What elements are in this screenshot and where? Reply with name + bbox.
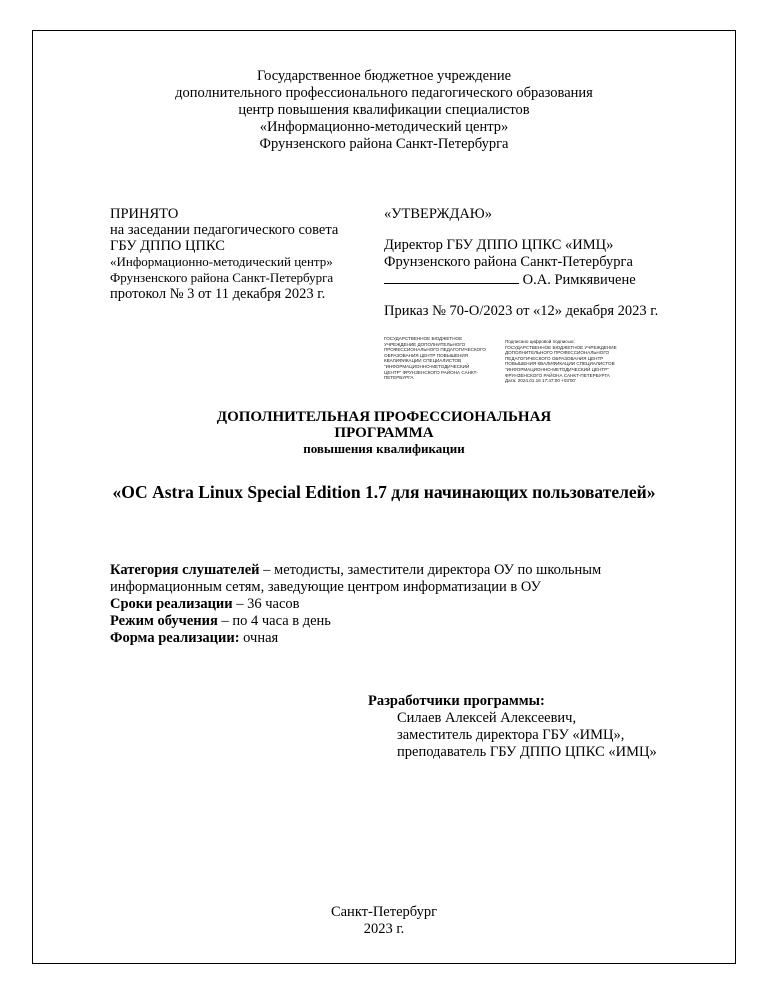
approved-line: Директор ГБУ ДППО ЦПКС «ИМЦ»	[384, 237, 614, 253]
duration-value: – 36 часов	[232, 596, 300, 612]
approved-block	[384, 206, 704, 320]
org-line: центр повышения квалификации специалистов	[238, 102, 530, 118]
accepted-heading: ПРИНЯТО	[110, 206, 179, 222]
category-value-cont: информационным сетям, заведующие центром информатизации в ОУ	[110, 579, 541, 595]
form-row	[110, 630, 670, 647]
org-line: Государственное бюджетное учреждение	[256, 68, 512, 84]
mode-value: – по 4 часа в день	[217, 613, 331, 629]
sig-text: ДОПОЛНИТЕЛЬНОГО ПРОФЕССИОНАЛЬНОГО	[505, 350, 610, 356]
approved-heading: «УТВЕРЖДАЮ»	[384, 206, 492, 222]
org-line: «Информационно-методический центр»	[259, 119, 509, 135]
sig-text: КВАЛИФИКАЦИИ СПЕЦИАЛИСТОВ	[384, 358, 462, 364]
form-label: Форма реализации:	[110, 630, 240, 646]
developer-line: преподаватель ГБУ ДППО ЦПКС «ИМЦ»	[397, 744, 657, 760]
sig-text: ПРОФЕССИОНАЛЬНОГО ПЕДАГОГИЧЕСКОГО	[384, 347, 486, 353]
signature-underline	[384, 271, 519, 284]
sig-text: ПЕДАГОГИЧЕСКОГО ОБРАЗОВАНИЯ ЦЕНТР	[505, 355, 604, 361]
sig-text: ОБРАЗОВАНИЯ ЦЕНТР ПОВЫШЕНИЯ	[384, 352, 468, 358]
developer-line: заместитель директора ГБУ «ИМЦ»,	[397, 727, 625, 743]
signature-details	[505, 339, 635, 384]
duration-row	[110, 596, 670, 613]
sig-text: ПОВЫШЕНИЯ КВАЛИФИКАЦИИ СПЕЦИАЛИСТОВ	[505, 361, 615, 367]
order-line: Приказ № 70-О/2023 от «12» декабря 2023 г.	[384, 303, 659, 319]
footer	[0, 904, 768, 938]
sig-text: ГОСУДАРСТВЕННОЕ БЮДЖЕТНОЕ УЧРЕЖДЕНИЕ	[505, 344, 617, 350]
accepted-line: ГБУ ДППО ЦПКС	[110, 238, 225, 254]
accepted-line: «Информационно-методический центр»	[110, 254, 333, 269]
mode-row	[110, 613, 670, 630]
category-label: Категория слушателей	[110, 562, 260, 578]
program-title-line: ПРОГРАММА	[334, 425, 434, 441]
sig-text: "ИНФОРМАЦИОННО-МЕТОДИЧЕСКИЙ ЦЕНТР"	[505, 366, 609, 372]
course-name: «ОС Astra Linux Special Edition 1.7 для начинающих пользователей»	[112, 482, 656, 502]
accepted-line: на заседании педагогического совета	[110, 222, 339, 238]
sig-date: Дата: 2024.01.16 17:47:00 +03'00'	[505, 378, 576, 384]
category-row	[110, 562, 670, 579]
sig-text: ГОСУДАРСТВЕННОЕ БЮДЖЕТНОЕ	[384, 336, 463, 341]
org-line: дополнительного профессионального педагогического образования	[175, 85, 593, 101]
signature-org	[384, 336, 504, 381]
signer-name: О.А. Римкявичене	[522, 272, 636, 288]
category-value: – методисты, заместители директора ОУ по школьным	[259, 562, 602, 578]
sig-text: ПЕТЕРБУРГА	[384, 375, 414, 381]
sig-text: "ИНФОРМАЦИОННО-МЕТОДИЧЕСКИЙ	[384, 363, 470, 369]
accepted-line: Фрунзенского района Санкт-Петербурга	[110, 270, 334, 285]
approved-line: Фрунзенского района Санкт-Петербурга	[384, 254, 633, 270]
mode-label: Режим обучения	[110, 613, 218, 629]
digital-signature-stamp	[384, 336, 634, 396]
org-line: Фрунзенского района Санкт-Петербурга	[259, 136, 509, 152]
sig-text: УЧРЕЖДЕНИЕ ДОПОЛНИТЕЛЬНОГО	[384, 341, 466, 347]
footer-year: 2023 г.	[363, 921, 405, 937]
signature-line	[384, 271, 704, 289]
developers-block	[368, 693, 657, 761]
footer-city: Санкт-Петербург	[330, 904, 438, 920]
sig-text: Подписано цифровой подписью:	[505, 339, 575, 344]
sig-text: ЦЕНТР" ФРУНЗЕНСКОГО РАЙОНА САНКТ-	[384, 369, 478, 375]
program-title-line: ДОПОЛНИТЕЛЬНАЯ ПРОФЕССИОНАЛЬНАЯ	[216, 409, 552, 425]
form-value: очная	[239, 630, 279, 646]
accepted-block	[110, 206, 370, 302]
program-subtitle: повышения квалификации	[303, 441, 465, 456]
duration-label: Сроки реализации	[110, 596, 233, 612]
developer-line: Силаев Алексей Алексеевич,	[397, 710, 577, 726]
program-title	[0, 409, 768, 457]
organization-header	[0, 68, 768, 153]
accepted-protocol: протокол № 3 от 11 декабря 2023 г.	[110, 286, 326, 302]
developers-heading: Разработчики программы:	[368, 693, 545, 709]
sig-text: ФРУНЗЕНСКОГО РАЙОНА САНКТ-ПЕТЕРБУРГА	[505, 372, 610, 378]
program-details	[110, 562, 670, 647]
